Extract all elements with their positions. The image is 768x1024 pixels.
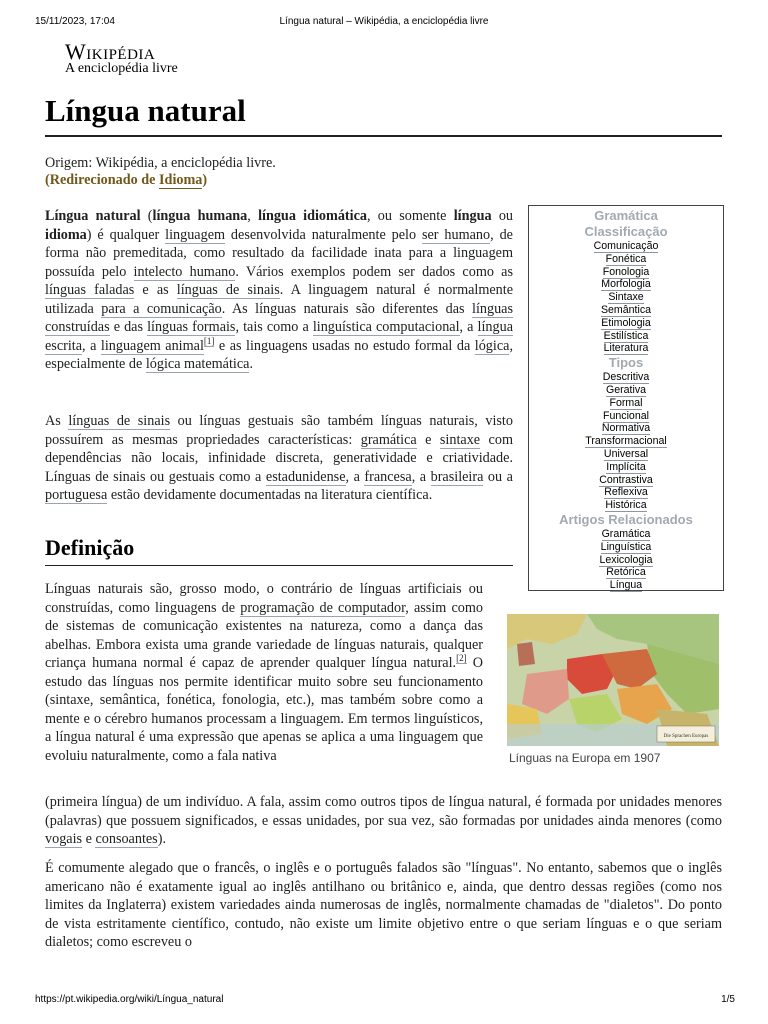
navbox-item[interactable]: Formal [609, 396, 643, 409]
link-logica[interactable]: lógica [474, 337, 510, 354]
section-heading-definicao: Definição [45, 535, 135, 560]
navbox-item[interactable]: Morfologia [601, 278, 651, 291]
navbox-list-tipos [529, 371, 723, 512]
navbox-title[interactable]: Gramática [594, 208, 658, 223]
section-divider [45, 565, 513, 566]
navbox-item[interactable]: Contrastiva [599, 473, 653, 486]
navbox-item[interactable]: Fonologia [602, 265, 650, 278]
wikipedia-logo-tagline: A enciclopédia livre [65, 61, 178, 76]
link-lingua-escrita[interactable]: língua escrita [45, 319, 513, 354]
print-url: https://pt.wikipedia.org/wiki/Língua_natural [35, 994, 224, 1005]
title-divider [45, 135, 722, 137]
link-vogais[interactable]: vogais [45, 831, 83, 847]
navbox-section-artigos: Artigos Relacionados [559, 511, 693, 527]
navbox-item[interactable]: Transformacional [585, 435, 667, 448]
navbox-list-classificacao [529, 240, 723, 355]
link-linguas-faladas[interactable]: línguas faladas [45, 282, 135, 298]
print-page-number: 1/5 [721, 994, 735, 1005]
link-programacao-de-computador[interactable]: programação de computador [240, 599, 406, 616]
link-francesa[interactable]: francesa [364, 468, 412, 485]
link-linguas-formais[interactable]: línguas formais [147, 319, 236, 335]
navbox-item[interactable]: Retórica [606, 566, 646, 579]
link-sintaxe[interactable]: sintaxe [439, 431, 481, 448]
print-page-title: Língua natural – Wikipédia, a enciclopédia livre [279, 16, 489, 27]
grammar-navbox [528, 205, 724, 591]
redirect-note: (Redirecionado de Idioma) [45, 172, 208, 188]
link-ser-humano[interactable]: ser humano [421, 226, 491, 243]
link-comunicacao[interactable]: para a comunicação [101, 300, 222, 317]
navbox-item[interactable]: Gramática [601, 527, 651, 540]
link-brasileira[interactable]: brasileira [430, 468, 484, 485]
link-linguagem[interactable]: linguagem [165, 226, 226, 243]
link-portuguesa[interactable]: portuguesa [45, 487, 108, 503]
page-title: Língua natural [45, 93, 246, 128]
navbox-item[interactable]: Lexicologia [599, 553, 653, 566]
navbox-item[interactable]: Funcional [603, 409, 649, 422]
map-image [507, 614, 719, 746]
reference-2[interactable]: [2] [456, 653, 467, 664]
link-linguas-de-sinais-2[interactable]: línguas de sinais [68, 413, 171, 429]
origin-note: Origem: Wikipédia, a enciclopédia livre. [45, 155, 276, 171]
navbox-item[interactable]: Língua [609, 579, 643, 592]
navbox-item[interactable]: Universal [603, 447, 649, 460]
navbox-item[interactable]: Reflexiva [604, 486, 648, 499]
wikipedia-logo-name[interactable]: Wikipédia [65, 39, 156, 64]
navbox-item[interactable]: Comunicação [593, 240, 659, 252]
navbox-item[interactable]: Gerativa [605, 383, 647, 396]
navbox-item[interactable]: Semântica [600, 303, 652, 316]
link-gramatica[interactable]: gramática [360, 431, 417, 448]
link-linguas-construidas[interactable]: línguas construídas [45, 300, 513, 335]
link-linguas-de-sinais[interactable]: línguas de sinais [176, 282, 280, 298]
link-intelecto-humano[interactable]: intelecto humano [133, 263, 236, 280]
dialects-paragraph: É comumente alegado que o francês, o inglês e o português falados são "línguas". No entanto, sabemos que o inglês americano não é exatamente igual ao inglês antilhano ou britânico e, ainda, que dentro dessas regiões (como nos limites da Inglaterra) existem variedades ainda numerosas de inglês, normalmente chamadas de "dialetos". Do ponto de vista estritamente científico, contudo, não existe um limite objetivo entre o que seriam línguas e o que seriam dialetos; como escreveu o [45, 860, 722, 950]
navbox-item[interactable]: Fonética [605, 252, 647, 265]
link-consoantes[interactable]: consoantes [95, 831, 158, 847]
navbox-item[interactable]: Implícita [606, 460, 646, 473]
sign-language-paragraph: As línguas de sinais ou línguas gestuais são também línguas naturais, visto possuírem as mesmas propriedades características: gramática e sintaxe com dependências não locais, infinidade discreta, generatividade e criatividade. Línguas de sinais ou gestuais como a estadunidense, a francesa, a brasileira ou a portuguesa estão devidamente documentadas na literatura científica. [45, 413, 513, 503]
link-estadunidense[interactable]: estadunidense [265, 468, 346, 485]
map-caption: Línguas na Europa em 1907 [509, 751, 661, 765]
intro-paragraph: Língua natural (língua humana, língua idiomática, ou somente língua ou idioma) é qualquer linguagem desenvolvida naturalmente pelo ser humano, de forma não premeditada, como resultado da facilidade inata para a linguagem possuída pelo intelecto humano. Vários exemplos podem ser dados como as línguas faladas e as línguas de sinais. A linguagem natural é normalmente utilizada para a comunicação. As línguas naturais são diferentes das línguas construídas e das línguas formais, tais como a linguística computacional, a língua escrita, a linguagem animal[1] e as linguagens usadas no estudo formal da lógica, especialmente de lógica matemática. [45, 208, 514, 372]
navbox-item[interactable]: Literatura [603, 342, 649, 355]
europe-languages-map[interactable] [507, 614, 719, 746]
navbox-item[interactable]: Linguística [600, 540, 652, 553]
link-linguagem-animal[interactable]: linguagem animal [100, 337, 204, 354]
reference-1[interactable]: [1] [203, 335, 215, 346]
print-datetime: 15/11/2023, 17:04 [35, 16, 115, 27]
redirect-link[interactable]: Idioma [159, 172, 203, 188]
navbox-item[interactable]: Estilística [603, 329, 649, 342]
link-logica-matematica[interactable]: lógica matemática [145, 356, 250, 372]
navbox-item[interactable]: Descritiva [602, 371, 650, 384]
navbox-item[interactable]: Normativa [601, 422, 651, 435]
definition-paragraph-wide: (primeira língua) de um indivíduo. A fala, assim como outros tipos de língua natural, é formada por unidades menores (palavras) que possuem significados, e essas unidades, por sua vez, são formadas por unidades ainda menores (como vogais e consoantes). [45, 794, 722, 847]
definition-paragraph-narrow: Línguas naturais são, grosso modo, o contrário de línguas artificiais ou construídas, como linguagens de programação de computador, assim como de sistemas de comunicação existentes na natureza, como a dança das abelhas. Embora exista uma grande variedade de línguas naturais, qualquer criança humana normal é capaz de aprender qualquer língua natural.[2] O estudo das línguas nos permite identificar muito sobre seu funcionamento (sintaxe, semântica, fonética, fonologia, etc.), mas também sobre como a mente e o cérebro humanos processam a linguagem. Em termos linguísticos, a língua natural é uma expressão que apenas se aplica a uma linguagem que evoluiu naturalmente, como a fala nativa [45, 581, 484, 764]
navbox-item[interactable]: Histórica [605, 499, 647, 512]
map-legend-label: Die Sprachen Europas [663, 734, 709, 739]
navbox-item[interactable]: Sintaxe [608, 291, 644, 304]
navbox-section-classificacao: Classificação [584, 224, 668, 239]
navbox-item[interactable]: Etimologia [601, 316, 651, 329]
link-linguistica-computacional[interactable]: linguística computacional [312, 319, 460, 335]
navbox-list-artigos [529, 528, 723, 592]
navbox-section-tipos: Tipos [608, 355, 644, 371]
